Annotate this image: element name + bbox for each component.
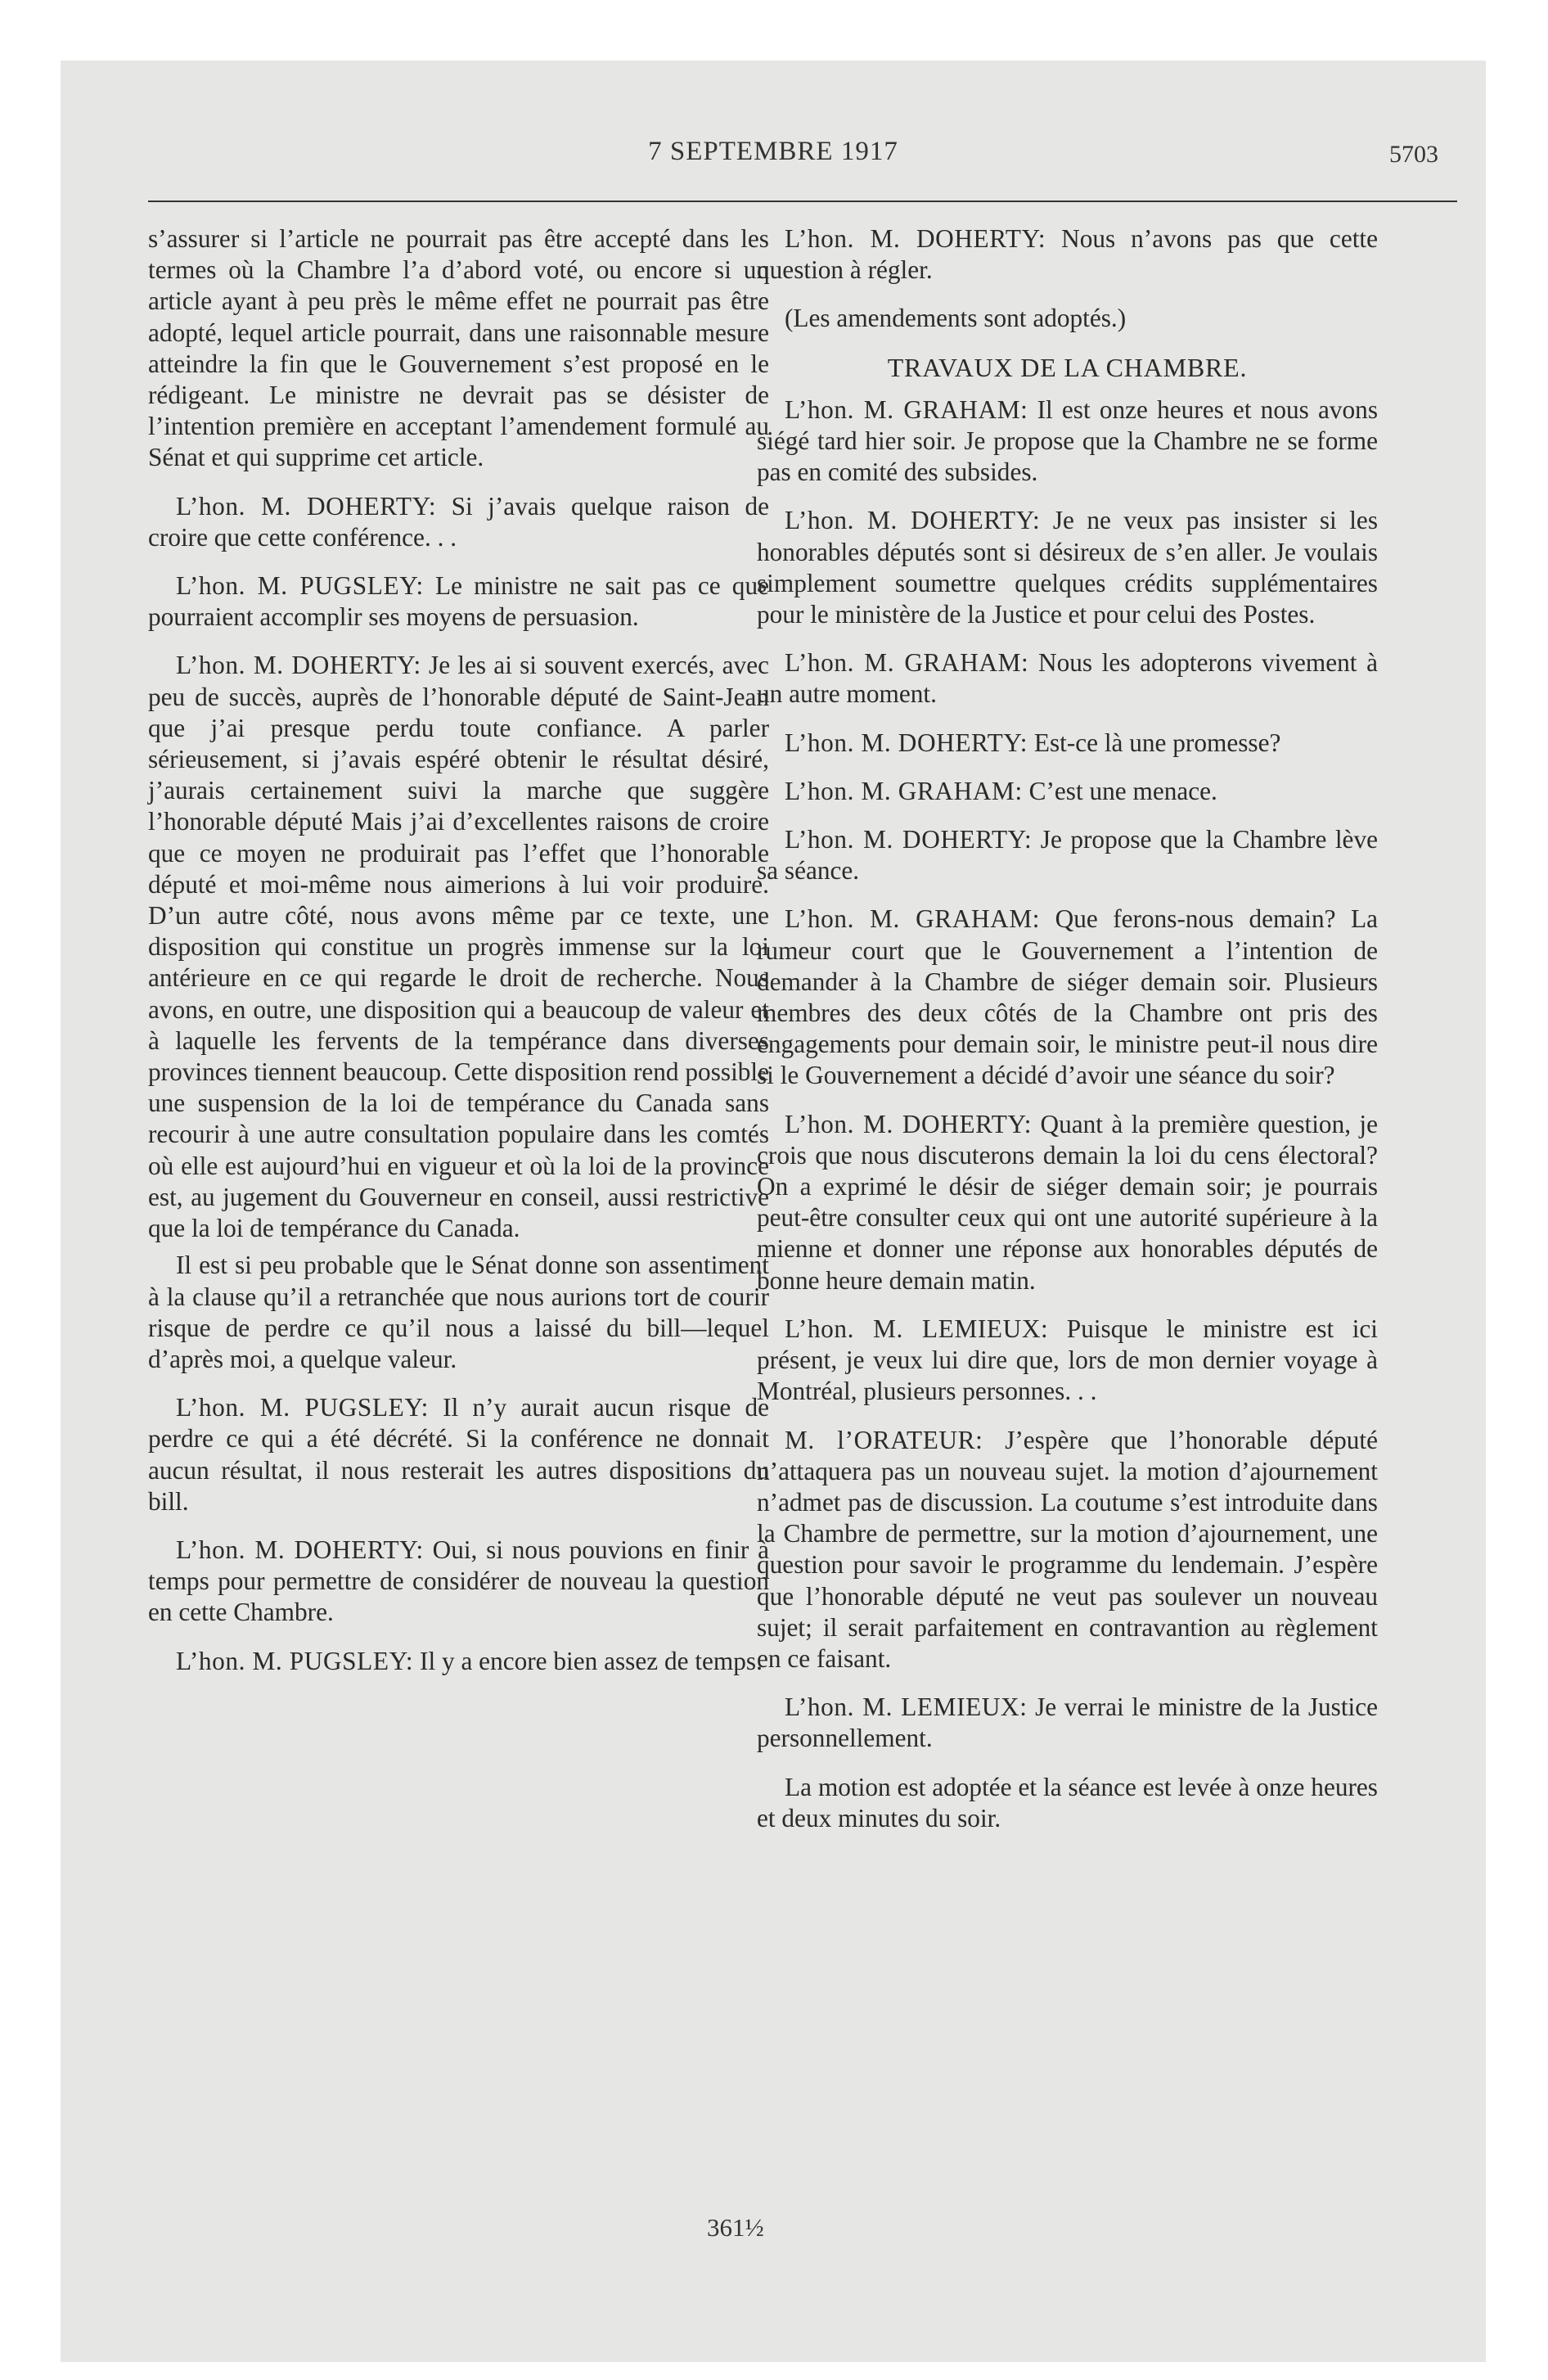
speech: Oui, si nous pouvions en finir à temps pour permettre de considérer de nouveau la question en cette Chambre.	[148, 1535, 769, 1627]
speech: Nous n’avons pas que cette question à régler.	[757, 224, 1378, 285]
page-number: 5703	[1389, 141, 1438, 168]
speech: Il y a encore bien assez de temps.	[413, 1646, 763, 1675]
speaker: L’hon. M. DOHERTY:	[785, 1109, 1033, 1138]
paragraph	[148, 1535, 769, 1629]
speech: Il n’y aurait aucun risque de perdre ce qui a été décrété. Si la conférence ne donnait aucun résultat, il nous resterait les autres dispositions du bill.	[148, 1393, 769, 1516]
speaker: L’hon. M. PUGSLEY:	[176, 571, 424, 601]
stage-direction: (Les amendements sont adoptés.)	[785, 304, 1127, 333]
speech: Que ferons-nous demain? La rumeur court que le Gouvernement a l’intention de demander à la Chambre de siéger demain soir. Plusieurs membres des deux côtés de la Chambre ont pris des engagements pour demain soir, le ministre peut-il nous dire si le Gouvernement a décidé d’avoir une séance du soir?	[757, 904, 1378, 1090]
speech: Je propose que la Chambre lève sa séance.	[757, 825, 1378, 886]
speech: Nous les adopterons vivement à un autre moment.	[757, 648, 1378, 709]
paragraph	[757, 1425, 1378, 1675]
speaker: M. l’ORATEUR:	[785, 1425, 983, 1454]
speaker: L’hon. M. LEMIEUX:	[785, 1314, 1049, 1343]
speech: Il est onze heures et nous avons siégé tard hier soir. Je propose que la Chambre ne se forme pas en comité des subsides.	[757, 394, 1378, 487]
left-column	[148, 223, 769, 1694]
paragraph	[757, 824, 1378, 886]
speaker: L’hon. M. DOHERTY:	[785, 506, 1041, 535]
paragraph	[148, 650, 769, 1244]
speaker: L’hon. M. PUGSLEY:	[176, 1646, 414, 1675]
speaker: L’hon. M. DOHERTY:	[176, 491, 437, 521]
paragraph: La motion est adoptée et la séance est levée à onze heures et deux minutes du soir.	[757, 1772, 1378, 1832]
speaker: L’hon. M. DOHERTY:	[785, 728, 1028, 757]
paragraph	[148, 1646, 769, 1677]
paragraph	[757, 904, 1378, 1091]
paragraph	[148, 491, 769, 553]
paragraph	[148, 1392, 769, 1517]
paragraph	[757, 647, 1378, 710]
paragraph	[757, 1109, 1378, 1296]
speaker: L’hon. M. PUGSLEY:	[176, 1393, 429, 1422]
speaker: L’hon. M. GRAHAM:	[785, 394, 1028, 424]
speech: Est-ce là une promesse?	[1028, 728, 1281, 757]
speaker: L’hon. M. GRAHAM:	[785, 776, 1023, 805]
speech: Puisque le ministre est ici présent, je veux lui dire que, lors de mon dernier voyage à Montréal, plusieurs personnes. . .	[757, 1314, 1378, 1406]
speaker: L’hon. M. DOHERTY:	[785, 825, 1033, 854]
speaker: L’hon. M. DOHERTY:	[176, 1535, 424, 1564]
right-column	[757, 223, 1378, 1851]
speaker: L’hon. M. GRAHAM:	[785, 648, 1029, 678]
speaker: L’hon. M. DOHERTY:	[785, 224, 1046, 253]
paragraph	[757, 728, 1378, 759]
running-head-date: 7 SEPTEMBRE 1917	[648, 137, 898, 166]
speaker: L’hon. M. GRAHAM:	[785, 904, 1041, 934]
paragraph	[757, 394, 1378, 489]
paragraph: s’assurer si l’article ne pourrait pas être accepté dans les termes où la Chambre l’a d’abord voté, ou encore si un article ayant à peu près le même effet ne pourrait pas être adopté, lequel article pourrait, dans une raisonnable mesure atteindre la fin que le Gouvernement s’est proposé en le rédigeant. Le ministre ne devrait pas se désister de l’intention première en acceptant l’amendement formulé au Sénat et qui supprime cet article.	[148, 224, 769, 472]
speech: Quant à la première question, je crois que nous discuterons demain la loi du cens électoral? On a exprimé le désir de siéger demain soir; je pourrais peut-être consulter ceux qui ont une autorité supérieure à la mienne et donner une réponse aux honorables députés de bonne heure demain matin.	[757, 1109, 1379, 1295]
speech: Je ne veux pas insister si les honorables députés sont si désireux de s’en aller. Je voulais simplement soumettre quelques crédits supplémentaires pour le ministère de la Justice et pour celui des Postes.	[757, 506, 1379, 629]
speech: C’est une menace.	[1022, 776, 1217, 805]
paragraph	[757, 1692, 1378, 1754]
speech: Si j’avais quelque raison de croire que cette conférence. . .	[148, 491, 769, 552]
folio-mark: 361½	[707, 2213, 764, 2242]
paragraph	[757, 223, 1378, 286]
page-sheet	[61, 61, 1486, 2362]
speech: Je les ai si souvent exercés, avec peu de succès, auprès de l’honorable député de Saint-Jean que j’ai presque perdu toute confiance. A parler sérieusement, si j’avais espéré obtenir le résultat désiré, j’aurais certainement suivi la marche que suggère l’honorable député Mais j’ai d’excellentes raisons de croire que ce moyen ne produirait pas l’effet que l’honorable député et moi-même nous aimerions à lui voir produire. D’un autre côté, nous avons même par ce texte, une disposition qui constitue un progrès immense sur la loi antérieure en ce qui regarde le droit de recherche. Nous avons, en outre, une disposition qui a beaucoup de valeur et à laquelle les fervents de la tempérance dans diverses provinces tiennent beaucoup. Cette disposition rend possible une suspension de la loi de tempérance du Canada sans recourir à une autre consultation populaire dans les comtés où elle est aujourd’hui en vigueur et où la loi de la province est, au jugement du Gouverneur en conseil, aussi restrictive que la loi de tempérance du Canada.	[148, 651, 769, 1243]
paragraph	[757, 1314, 1378, 1408]
speech: J’espère que l’honorable député n’attaquera pas un nouveau sujet. la motion d’ajournement n’admet pas de discussion. La coutume s’est introduite dans la Chambre de permettre, sur la motion d’ajournement, une question pour savoir le programme du lendemain. J’espère que l’honorable député ne veut pas soulever un nouveau sujet; il serait parfaitement en contravantion au règlement en ce faisant.	[757, 1425, 1378, 1673]
speech: Je verrai le ministre de la Justice personnellement.	[757, 1693, 1378, 1753]
paragraph	[148, 570, 769, 633]
speaker: L’hon. M. DOHERTY:	[176, 651, 421, 680]
section-title: TRAVAUX DE LA CHAMBRE.	[887, 352, 1248, 382]
speech: Le ministre ne sait pas ce que pourraient accomplir ses moyens de persuasion.	[148, 571, 769, 632]
header-rule	[148, 201, 1457, 202]
paragraph: Il est si peu probable que le Sénat donne son assentiment à la clause qu’il a retranchée que nous aurions tort de courir risque de perdre ce qu’il nous a laissé du bill—lequel d’après moi, a quelque valeur.	[148, 1251, 769, 1373]
paragraph	[757, 505, 1378, 630]
speaker: L’hon. M. LEMIEUX:	[785, 1693, 1028, 1722]
paragraph	[757, 776, 1378, 807]
